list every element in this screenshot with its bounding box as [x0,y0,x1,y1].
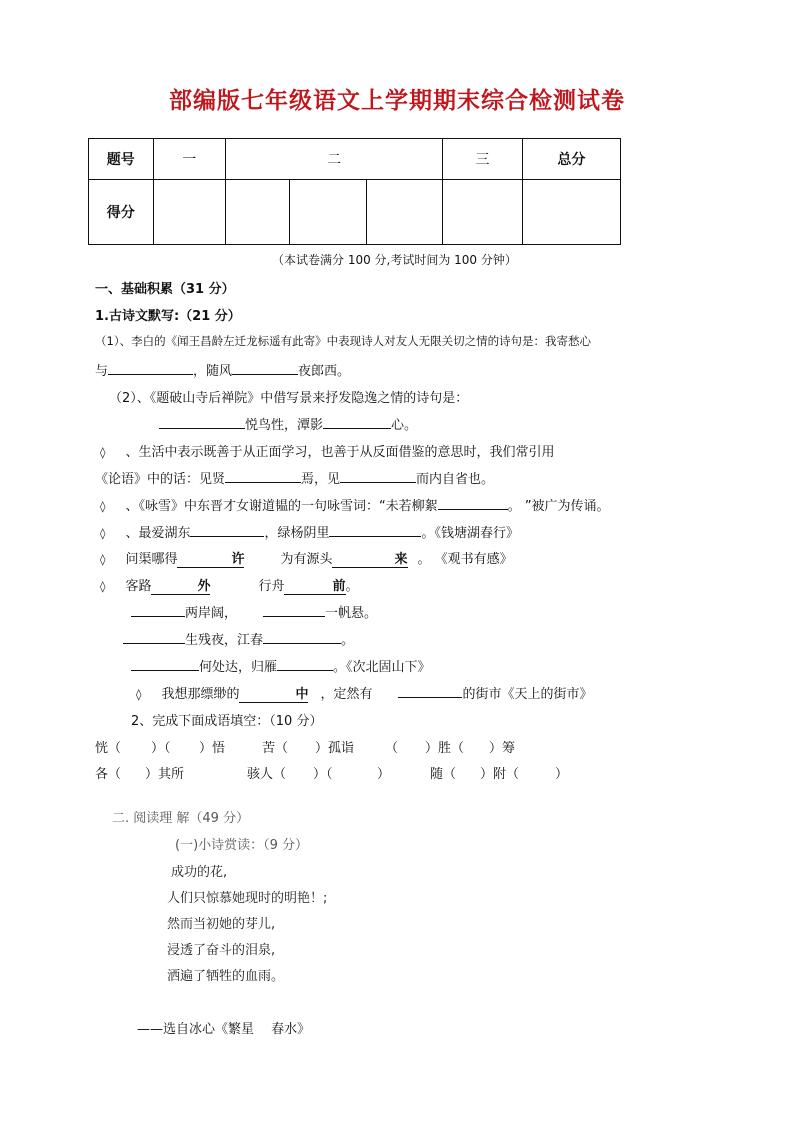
question-text: 客路 [125,579,152,594]
idiom-text: ）（ [313,767,333,782]
answer-blank [284,579,345,595]
answer-blank[interactable] [398,683,462,698]
question-text: ，绿杨阴里 [264,526,330,541]
answer-blank [332,552,407,568]
poem-line: 洒遍了牺牲的血雨。 [167,969,285,984]
answer-blank[interactable] [123,629,185,644]
answer-blank[interactable] [438,495,508,510]
answer-blank[interactable] [263,602,325,617]
question-text: 。 《观书有感》 [417,552,513,567]
score-cell[interactable] [522,180,620,245]
question-text: 、生活中表示既善于从正面学习，也善于从反面借鉴的意思时，我们常引用 [125,445,555,460]
question-text: 悦鸟性，潭影 [245,418,324,433]
question-text: 的街市《天上的街市》 [462,687,593,702]
poem-line: 然而当初她的芽儿, [167,917,276,932]
hint-word: 许 [231,552,245,567]
score-cell[interactable] [366,180,442,245]
question-text: 焉，见 [301,472,341,487]
hint-word: 来 [394,552,408,567]
question-text: 而内自省也。 [416,472,495,487]
idiom-text: ）（ [151,741,171,756]
question-title: 2、完成下面成语填空：（10 分） [131,714,323,729]
score-cell[interactable] [289,180,366,245]
question-text: 为有源头 [280,552,333,567]
question-text: 心。 [391,418,418,433]
answer-blank [177,552,244,568]
poem-line: 成功的花, [171,865,228,880]
question-text: （2）、《题破山寺后禅院》中借写景来抒发隐逸之情的诗句是： [109,391,469,406]
page-title: 部编版七年级语文上学期期末综合检测试卷 [169,88,625,114]
answer-blank[interactable] [340,468,416,483]
answer-blank [239,687,308,703]
question-title: 1.古诗文默写:（21 分） [95,309,241,324]
question-text: 。 ”被广为传诵。 [507,499,610,514]
question-text: 生残夜，江春 [185,633,264,648]
poem-line: 浸透了奋斗的泪泉, [167,943,276,958]
question-text: ，随风 [193,364,233,379]
question-text: 。 [345,579,359,594]
score-cell[interactable] [443,180,522,245]
idiom-text: ）胜（ [425,741,465,756]
exam-note: （本试卷满分 100 分,考试时间为 100 分钟） [272,253,517,267]
section-heading: 一、基础积累（31 分） [95,282,235,297]
sub-heading: (一)小诗赏读：（9 分） [175,838,309,853]
section-heading: 二. 阅读理 解（49 分） [112,811,250,826]
table-header-cell: 题号 [89,139,154,180]
question-text: （1）、李白的《闻王昌龄左迁龙标遥有此寄》中表现诗人对友人无限关切之情的诗句是：我寄愁心 [95,334,592,348]
idiom-text: ） [377,767,391,782]
bullet-icon: ◊ [100,500,106,513]
question-text: 两岸阔， [185,606,238,621]
table-header-cell: 三 [443,139,522,180]
hint-word: 外 [197,579,211,594]
table-row-label: 得分 [89,180,154,245]
idiom-text: ）附（ [480,767,520,782]
idiom-text: 骇人（ [247,767,287,782]
score-cell[interactable] [226,180,289,245]
answer-blank[interactable] [225,468,301,483]
bullet-icon: ◊ [100,527,106,540]
answer-blank[interactable] [323,414,391,429]
idiom-text: 随（ [430,767,457,782]
poem-source: ——选自冰心《繁星 春水》 [137,1022,311,1037]
question-text: 何处达，归雁 [199,660,278,675]
question-text: 夜郎西。 [298,364,351,379]
idiom-text: （ [385,741,399,756]
idiom-text: 恍（ [95,741,122,756]
bullet-icon: ◊ [136,688,142,701]
hint-word: 前 [332,579,346,594]
answer-blank[interactable] [159,414,245,429]
idiom-text: ） [555,767,569,782]
answer-blank[interactable] [277,656,333,671]
poem-line: 人们只惊慕她现时的明艳！; [167,891,328,906]
answer-blank[interactable] [263,629,341,644]
score-table [88,138,621,245]
table-header-cell: 二 [226,139,443,180]
bullet-icon: ◊ [100,553,106,566]
question-text: 。《钱塘湖春行》 [421,526,519,541]
idiom-text: ）悟 [199,741,226,756]
question-text: 我想那缥缈的 [161,687,240,702]
table-header-cell: 总分 [522,139,620,180]
idiom-text: 各（ [95,767,122,782]
question-text: 行舟 [258,579,285,594]
question-text: 与 [95,364,109,379]
question-text: 《论语》中的话：见贤 [95,472,226,487]
idiom-text: 苦（ [262,741,289,756]
table-header-cell: 一 [153,139,225,180]
answer-blank[interactable] [131,656,199,671]
bullet-icon: ◊ [100,446,106,459]
hint-word: 中 [295,687,309,702]
idiom-text: ）孤诣 [315,741,355,756]
question-text: 一帆悬。 [325,606,378,621]
idiom-text: ）其所 [145,767,185,782]
question-text: 问渠哪得 [125,552,178,567]
question-text: 、最爱湖东 [125,526,191,541]
answer-blank[interactable] [329,522,421,537]
answer-blank[interactable] [108,360,193,375]
question-text: 。《次北固山下》 [333,660,431,675]
answer-blank[interactable] [131,602,185,617]
answer-blank[interactable] [190,522,264,537]
question-text: ，定然有 [320,687,373,702]
answer-blank[interactable] [232,360,298,375]
answer-blank [151,579,210,595]
idiom-text: ）筹 [489,741,516,756]
score-cell[interactable] [153,180,225,245]
bullet-icon: ◊ [100,580,106,593]
question-text: 、《咏雪》中东晋才女谢道韫的一句咏雪词：“未若柳絮 [125,499,438,514]
